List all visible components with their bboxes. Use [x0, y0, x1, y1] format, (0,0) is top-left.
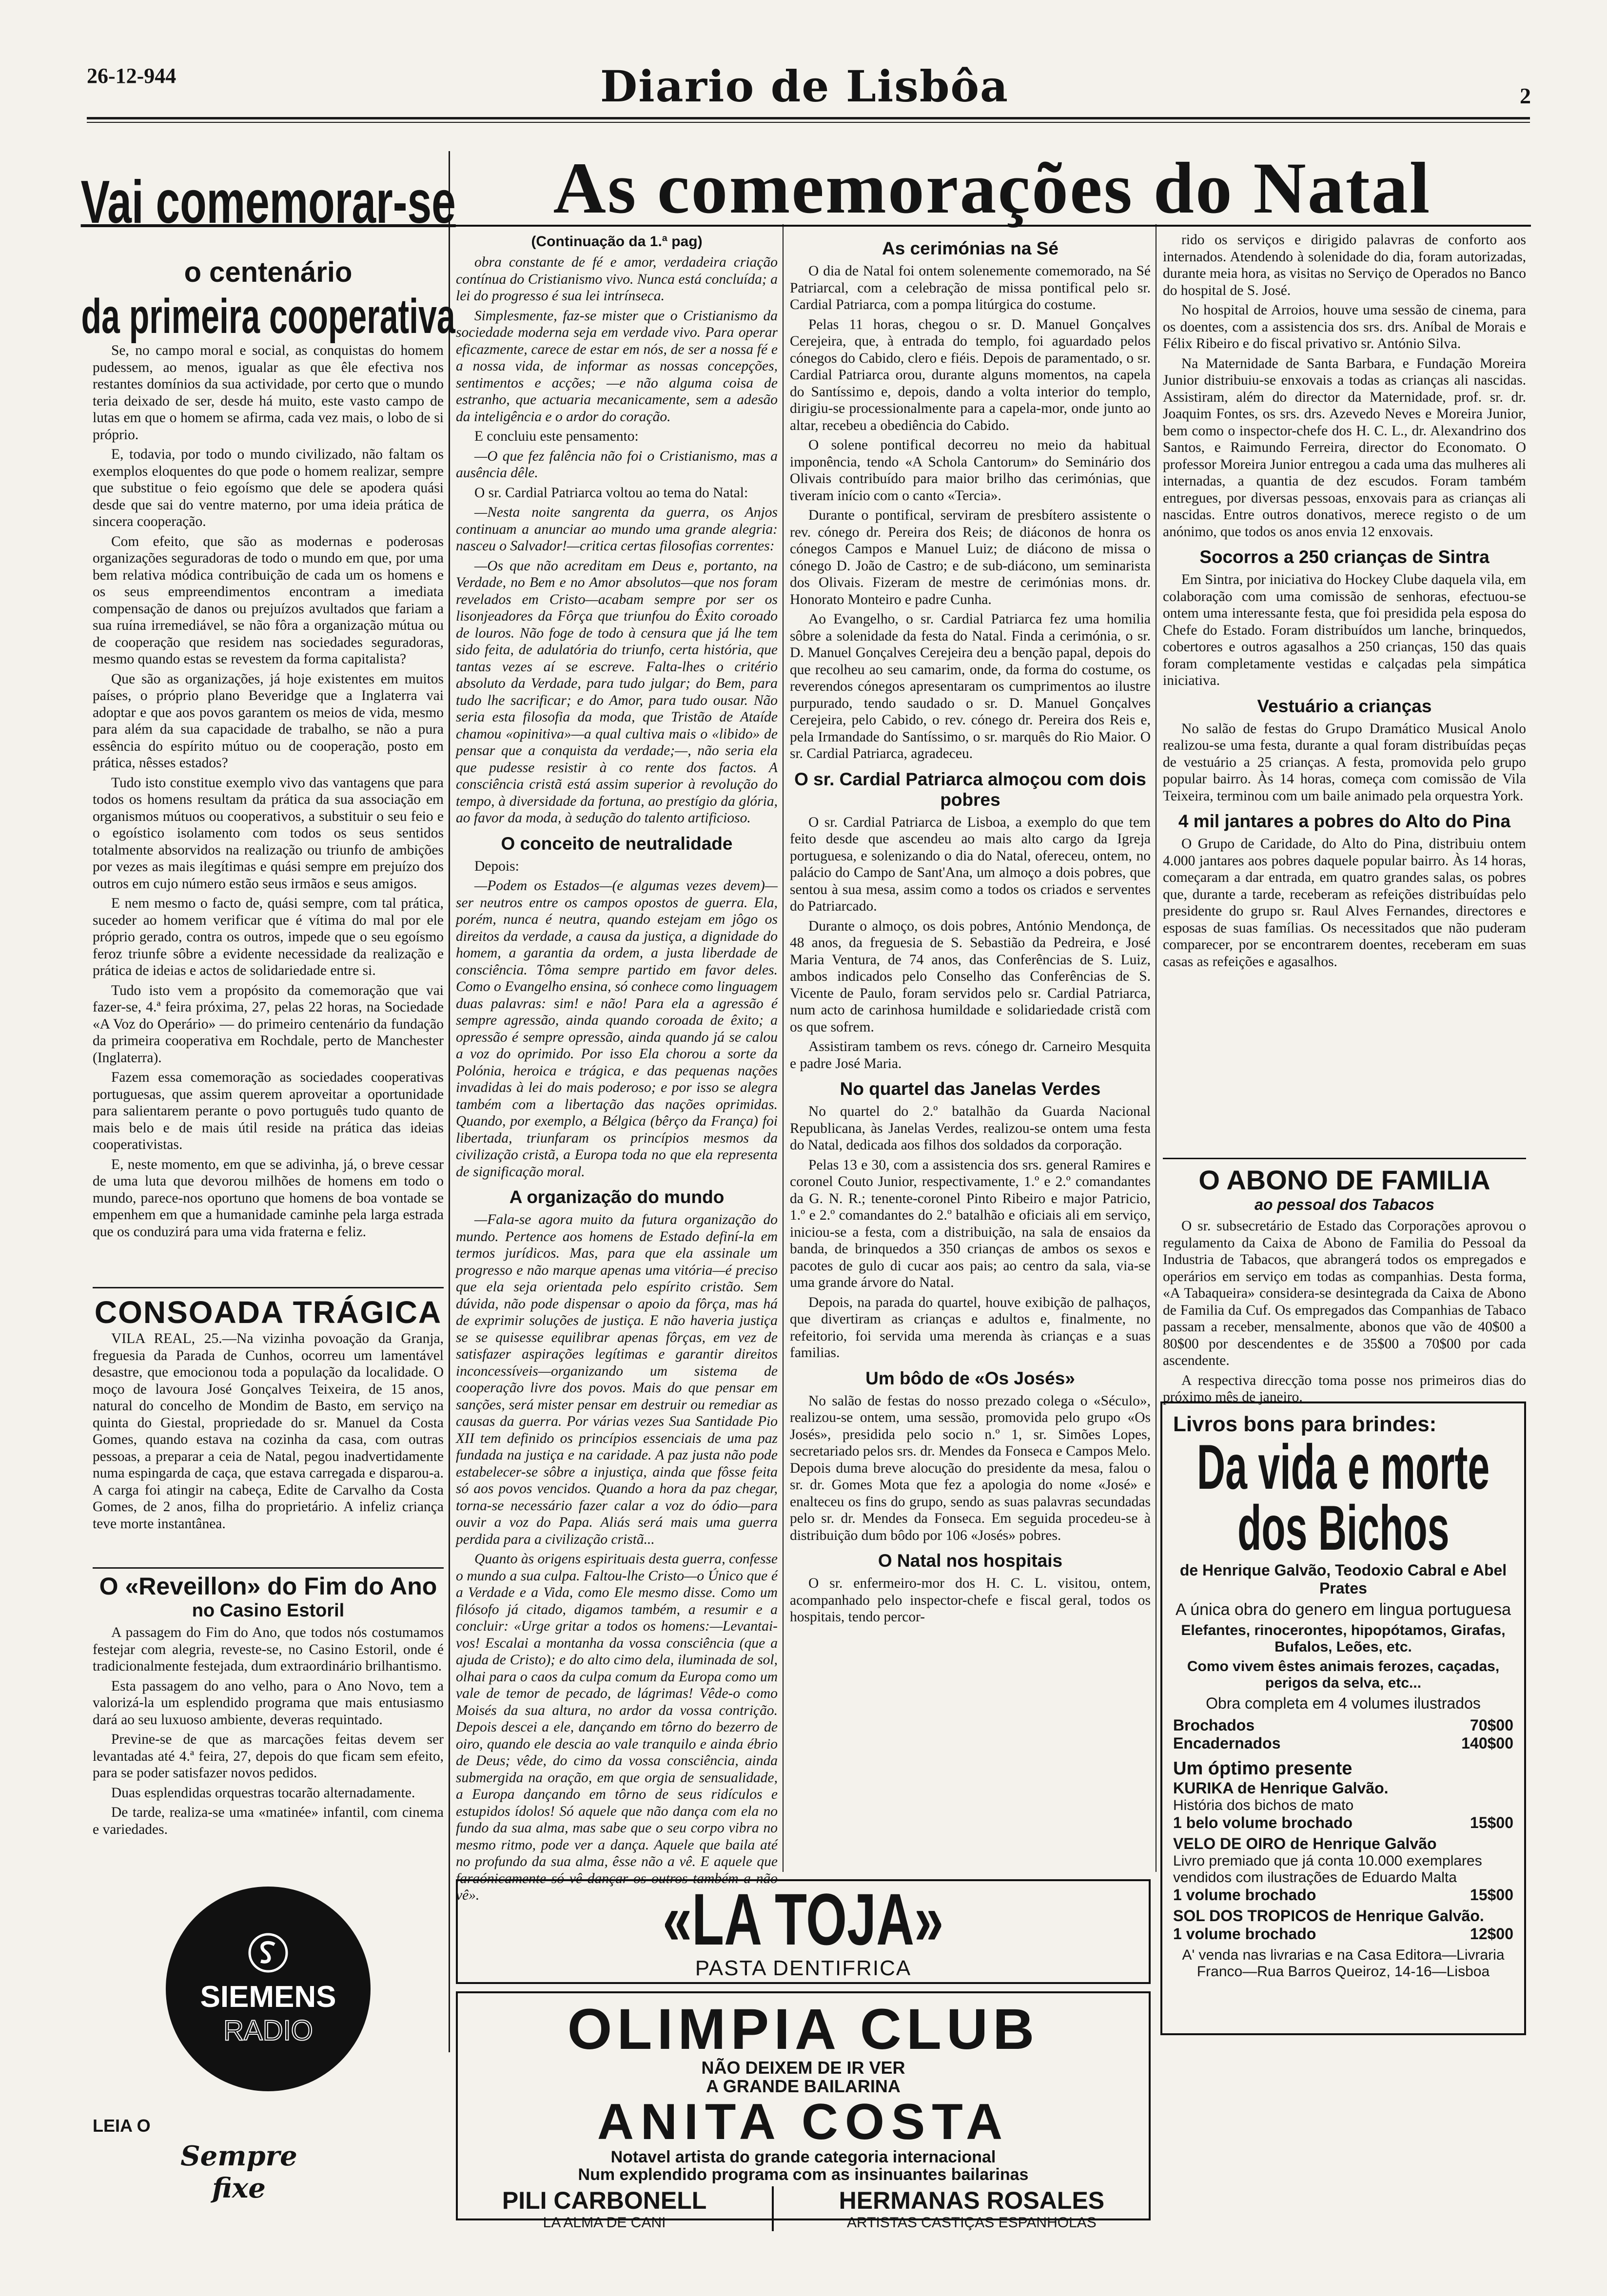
siemens-radio-logo [166, 1887, 371, 2091]
paragraph: Que são as organizações, já hoje existentes em muitos países, o próprio plano Beveridge que a Inglaterra vai adoptar e que aos povos garantem os meios de vida, mesmo para além da sua capacidade de trabalho, se não a pura essência do espírito mútuo ou de cooperação, posto em prática, nêsses estados? [93, 671, 444, 771]
reveillon-subtitle: no Casino Estoril [192, 1600, 345, 1621]
natal-column-1 [456, 232, 778, 1903]
sales-info: A' venda nas livrarias e na Casa Editora—Livraria Franco—Rua Barros Queiroz, 14-16—Lisboa [1182, 1947, 1505, 1980]
paragraph: Ao Evangelho, o sr. Cardial Patriarca fez uma homilia sôbre a solenidade da festa do Natal. Finda a cerimónia, o sr. D. Manuel Gonçalves Cerejeira deu a benção papal, depois do que recolheu ao seu camarim, onde, da forma do costume, os reverendos cónegos apresentaram os cumprimentos ao ilustre purpurado, tendo saudado o sr. D. Manuel Gonçalves Cerejeira, pelo Cabido, o rev. cónego dr. Pereira dos Reis e, pela Irmandade do Santíssimo, o sr. marquês do Rio Maior. O sr. Cardial Patriarca, agradeceu. [790, 611, 1151, 761]
price-label: Encadernados [1173, 1734, 1281, 1752]
abono-article [1163, 1158, 1526, 1405]
issue-date: 26-12-944 [87, 64, 176, 88]
paragraph: VILA REAL, 25.—Na vizinha povoação da Granja, freguesia da Parada de Cunhos, ocorreu um lamentável desastre, que emocionou toda a população da localidade. O moço de lavoura José Gonçalves Teixeira, de 15 anos, natural do concelho de Mondim de Basto, em serviço na quinta do Giestal, propriedade do sr. Manuel da Costa Gomes, quando estava na cozinha da casa, com outras pessoas, a preparar a ceia de Natal, pegou inadvertidamente numa espingarda de caça, que estava carregada e disparou-a. A carga foi atingir na cabeça, Edite de Carvalho da Costa Gomes, de 2 anos, filha do proprietário. A infeliz criança teve morte instantânea. [93, 1331, 444, 1532]
natal-column-2 [790, 232, 1151, 1879]
price-label: 1 belo volume brochado [1173, 1814, 1353, 1831]
masthead-rule [87, 117, 1530, 119]
paragraph: Simplesmente, faz-se mister que o Cristianismo da sociedade moderna seja em verdade vivo. Para operar eficazmente, carece de estar em nós, de ser a nossa fé e a nossa vida, de informar as nossas concepções, sentimentos e acções; —e não alguma coisa de estranho, que actuaria mecanicamente, sem a adesão da inteligência e o ardor do coração. [456, 308, 778, 425]
promo-line-1: NÃO DEIXEM DE IR VER [701, 2058, 905, 2078]
paragraph: Se, no campo moral e social, as conquistas do homem pudessem, ao menos, igualar as que êle efectiva nos restantes domínios da sua actividade, por certo que o mundo teria deixado de ser, desde há muito, este vasto campo de lutas em que o homem se afirma, cada vez mais, o lobo de si próprio. [93, 343, 444, 443]
paragraph: rido os serviços e dirigido palavras de conforto aos internados. Atendendo à solenidade do dia, foram autorizadas, durante meia hora, as visitas no Serviço de Operados no Banco do hospital de S. José. [1163, 232, 1526, 298]
paragraph: No quartel do 2.º batalhão da Guarda Nacional Republicana, às Janelas Verdes, realizou-se ontem uma festa do Natal, dedicada aos filhos dos soldados da corporação. [790, 1104, 1151, 1153]
abono-title: O ABONO DE FAMILIA [1198, 1165, 1490, 1195]
section-rule [93, 1567, 444, 1569]
performer-sub: LA ALMA DE CANI [543, 2215, 666, 2231]
paragraph: Esta passagem do ano velho, para o Ano Novo, tem a valorizá-la um esplendido programa que mais entusiasmo dará ao seu luxuoso ambiente, deveras requintado. [93, 1678, 444, 1728]
paragraph: O sr. Cardial Patriarca voltou ao tema do Natal: [474, 485, 748, 501]
paragraph: Tudo isto vem a propósito da comemoração que vai fazer-se, 4.ª feira próxima, 27, pelas 22 horas, na Sociedade «A Voz do Operário» — do primeiro centenário da fundação da primeira cooperativa em Rochdale, perto de Manchester (Inglaterra). [93, 982, 444, 1066]
star-performer: ANITA COSTA [597, 2094, 1010, 2150]
section-heading: Socorros a 250 crianças de Sintra [1199, 547, 1489, 567]
column-separator [783, 224, 784, 1872]
paragraph: —Os que não acreditam em Deus e, portanto, na Verdade, no Bem e no Amor absolutos—que nos foram revelados em Cristo—acabam sempre por ser os lisonjeadores da Fôrça que triunfou do Êxito coroado de louros. Não foge de todo à censura que já lhe tem sido feita, de adulatória do triunfo, certa história, que tantas vezes aí se escreve. Falta-lhes o critério absoluto da Verdade, para tudo julgar; do Bem, para tudo lhe sacrificar; e do Amor, para tudo ousar. Não seria esta filosofia da moda, que Tristão de Ataíde chamou «opinitiva»—a qual cultiva mais o «libido» de pensar que a conquista da verdade;—, não seria ela que pudesse resistir à co rente dos factos. A consciência cristã está assim superior à revolução do tempo, à diversidade da fortuna, ao prestígio da glória, ao favor da moda, à sedução do talento artificioso. [456, 558, 778, 826]
paragraph: O sr. Cardial Patriarca de Lisboa, a exemplo do que tem feito desde que ascendeu ao mais alto cargo da Igreja portuguesa, e solenizando o dia do Natal, ofereceu, ontem, no palácio do Campo de Sant'Ana, um almoço a dois pobres, que sentou à sua mesa, assim como a todos os criados e serventes do Patriarcado. [790, 814, 1151, 914]
price-value: 15$00 [1470, 1814, 1513, 1831]
kurika-desc: História dos bichos de mato [1173, 1797, 1354, 1813]
paragraph: E nem mesmo o facto de, quási sempre, com tal prática, suceder ao homem verificar que é vítima do mal por ele próprio gerado, contra os outros, impede que o seu egoísmo feroz triunfe sôbre a evidente necessidade da realização e prática de ideias e actos de solidariedade entre si. [93, 895, 444, 978]
books-intro: Livros bons para brindes: [1173, 1412, 1437, 1436]
paragraph: Durante o pontifical, serviram de presbítero assistente o rev. cónego dr. Pereira dos Reis; de diáconos de honra os cónegos Campos e Manuel Luiz; de diácono de missa o cónego D. João de Castro; e de sub-diácono, um seminarista dos Olivais. Fizeram de mestre de cerimónias mons. dr. Honorato Monteiro e padre Cunha. [790, 507, 1151, 607]
book-authors: de Henrique Galvão, Teodoxio Cabral e Abel Prates [1179, 1561, 1507, 1597]
masthead-rule-thin [87, 122, 1530, 123]
siemens-product: RADIO [223, 2015, 313, 2046]
section-rule [93, 1287, 444, 1288]
price-label: 1 volume brochado [1173, 1886, 1316, 1904]
paragraph: obra constante de fé e amor, verdadeira criação contínua do Cristianismo vivo. Nunca está concluída; a lei do progresso é sua lei intrínseca. [456, 254, 778, 304]
cooperative-article [80, 154, 456, 1284]
natal-column-3 [1163, 232, 1526, 1158]
paragraph: E, neste momento, em que se adivinha, já, o breve cessar de uma luta que devorou milhões de homens em todo o mundo, parece-nos oportuno que homens de boa vontade se empenhem em que a humanidade caminhe pela larga estrada que os conduzirá para uma vida fraterna e feliz. [93, 1156, 444, 1240]
reveillon-title: O «Reveillon» do Fim do Ano [99, 1573, 437, 1600]
paragraph: O sr. enfermeiro-mor dos H. C. L. visitou, ontem, acompanhado pelo inspector-chefe e fiscal geral, todos os hospitais, tendo percor- [790, 1576, 1151, 1625]
paragraph: —O que fez falência não foi o Cristianismo, mas a ausência dêle. [456, 448, 778, 481]
paragraph: O solene pontifical decorreu no meio da habitual imponência, tendo «A Schola Cantorum» do Seminário dos Olivais contribuído para maior brilho das cerimónias, que tiveram início com o canto «Tercia». [790, 437, 1151, 504]
performer-left [502, 2186, 706, 2231]
consoada-article [93, 1294, 444, 1567]
paragraph: E concluiu este pensamento: [474, 428, 639, 444]
siemens-brand: SIEMENS [200, 1980, 336, 2014]
price-value: 12$00 [1470, 1925, 1513, 1943]
page-number: 2 [1520, 83, 1531, 108]
article-body [93, 342, 444, 1240]
abono-subtitle: ao pessoal dos Tabacos [1254, 1196, 1434, 1213]
paragraph: Durante o almoço, os dois pobres, António Mendonça, de 48 anos, da freguesia de S. Sebastião da Pedreira, e José Maria Ventura, de 74 anos, das Conferências de S. Luiz, ambos indicados pelo Conselho das Conferências de S. Vicente de Paulo, foram servidos pelo sr. Cardial Patriarca, num acto de carinhosa humildade e solidariedade cristã com os que sofrem. [790, 918, 1151, 1035]
latoja-product: PASTA DENTIFRICA [695, 1956, 912, 1980]
price-row [1173, 1814, 1513, 1832]
paragraph: E, todavia, por todo o mundo civilizado, não faltam os exemplos eloquentes do que pode o homem realizar, sempre que substitue o feio egoísmo que dele se apodera quási desde que sai do ventre materno, por uma ideia prática de sincera cooperação. [93, 447, 444, 529]
paragraph: Depois: [474, 858, 519, 874]
price-label: Brochados [1173, 1716, 1255, 1734]
gift-line: Um óptimo presente [1173, 1758, 1352, 1779]
promo-line-2: A GRANDE BAILARINA [706, 2076, 901, 2096]
price-label: 1 volume brochado [1173, 1925, 1316, 1943]
section-heading: 4 mil jantares a pobres do Alto do Pina [1178, 811, 1511, 831]
column-separator [449, 151, 450, 2052]
paragraph: Pelas 11 horas, chegou o sr. D. Manuel Gonçalves Cerejeira, que, à entrada do templo, foi aguardado pelos cónegos do Cabido, clero e fiéis. Depois de paramentado, o sr. Cardial Patriarca orou, durante alguns momentos, na capela do Santíssimo e, depois, dando a volta interior do templo, dirigiu-se processionalmente para a capela-mor, onde junto ao altar, recebeu a obediência do Cabido. [790, 316, 1151, 433]
promo-line-4: Num explendido programa com as insinuantes bailarinas [578, 2165, 1029, 2184]
price-row [1173, 1925, 1513, 1943]
paragraph: Tudo isto constitue exemplo vivo das vantagens que para todos os homens resultam da prática da sua associação em organismos mútuos ou cooperativos, a substituir o seu feio e o egoístico isolamento com todos os seus sentidos totalmente absorvidos na realização ou triunfo de ambições por vezes as mais ilegítimas e quási sempre em prejuízo dos outros em cujo número estão seus irmãos e seus amigos. [93, 775, 444, 892]
paragraph: —Fala-se agora muito da futura organização do mundo. Pertence aos homens de Estado definí-la em termos jurídicos. Mas, para que ela assinale um progresso e não marque apenas uma vitória—é preciso que ela seja orientada pelo espírito cristão. Sem dúvida, não pode dispensar o apoio da fôrça, mas há de exprimir soluções de justiça. E não haveria justiça se se quisesse equilibrar apenas fôrças, em vez de satisfazer aspirações legítimas e garantir direitos inconcessíveis—organizando um sistema de cooperação livre dos povos. Mais do que pensar em sanções, será mister pensar em destruir ou remediar as causas da guerra. Por várias vezes Sua Santidade Pio XII tem definido os princípios essenciais de uma paz fundada na justiça e na caridade. A paz justa não pode estabelecer-se sôbre a injustiça, ainda que fôsse feita só aos povos vencidos. Quando a hora da paz chegar, torna-se necessário fazer calar a voz do ódio—para ouvir a voz do Papa. Aliás será mais uma guerra perdida para a civilização cristã... [456, 1212, 778, 1547]
paragraph: Pelas 13 e 30, com a assistencia dos srs. general Ramires e coronel Couto Junior, respectivamente, 1.º e 2.º comandantes da G. N. R.; tenente-coronel Pinto Ribeiro e major Patricio, 1.º e 2.º comandantes do 2.º batalhão e oficiais ali em serviço, iniciou-se a festa, com a distribuição, na sala de ensaios da banda, de brinquedos a 350 crianças de ambos os sexos e pacotes de gulo di cucar aos pais; ao centro da sala, via-se uma grande árvore do Natal. [790, 1157, 1151, 1290]
latoja-advertisement [456, 1879, 1151, 1984]
paragraph: No salão de festas do Grupo Dramático Musical Anolo realizou-se uma festa, durante a qual foram distribuídas peças de vestuário a 25 crianças. A festa, promovida pelo grupo popular bairro. Às 14 horas, começa com comissão de Vila Teixeira, terminou com um baile animado pela orquestra York. [1163, 720, 1526, 804]
paragraph: Previne-se de que as marcações feitas devem ser levantadas até 4.ª feira, 27, depois do que ficam sem efeito, para se poder satisfazer novos pedidos. [93, 1732, 444, 1781]
book-promise: Como vivem êstes animais ferozes, caçadas, perigos da selva, etc... [1187, 1658, 1500, 1691]
book-tagline: A única obra do genero em lingua portuguesa [1175, 1600, 1511, 1619]
latoja-brand: «LA TOJA» [663, 1878, 944, 1960]
book-title-line-2: dos Bichos [1237, 1492, 1450, 1563]
price-row [1173, 1886, 1513, 1904]
performers-row [470, 2186, 1137, 2231]
price-value: 70$00 [1470, 1716, 1513, 1734]
newspaper-title: Diario de Lisbôa [600, 61, 1009, 112]
article-kicker: Vai comemorar-se [80, 169, 456, 236]
sol-title: SOL DOS TROPICOS de Henrique Galvão. [1173, 1907, 1484, 1925]
performer-name: HERMANAS ROSALES [839, 2187, 1105, 2214]
paragraph: Duas esplendidas orquestras tocarão alternadamente. [111, 1785, 415, 1801]
section-heading: O sr. Cardial Patriarca almoçou com dois pobres [794, 769, 1146, 810]
section-heading: O Natal nos hospitais [878, 1551, 1063, 1571]
price-row [1173, 1716, 1513, 1734]
velo-desc: Livro premiado que já conta 10.000 exemplares vendidos com ilustrações de Eduardo Malta [1173, 1853, 1482, 1886]
section-heading: No quartel das Janelas Verdes [840, 1079, 1101, 1099]
books-advertisement [1160, 1401, 1526, 2035]
club-name: OLIMPIA CLUB [567, 1997, 1039, 2062]
paragraph: O sr. subsecretário de Estado das Corporações aprovou o regulamento da Caixa de Abono de Familia do Pessoal da Industria de Tabacos, que abrangerá todos os empregados e operários em serviço em todas as companhias. Desta forma, «A Tabaqueira» considera-se desintegrada da Caixa de Abono de Familia da Cuf. Os empregados das Companhias de Tabaco passam a receber, mensalmente, abonos que vão de 40$00 a 80$00 por descendentes e de 35$00 a 70$00 por cada ascendente. [1163, 1218, 1526, 1368]
book-title-line-1: Da vida e morte [1196, 1431, 1490, 1502]
section-heading: As cerimónias na Sé [882, 238, 1058, 258]
price-row [1173, 1734, 1513, 1752]
section-heading: Vestuário a crianças [1257, 696, 1432, 716]
paragraph: A passagem do Fim do Ano, que todos nós costumamos festejar com alegria, reveste-se, no Casino Estoril, onde é tradicionalmente festejada, dum extraordinário brilhantismo. [93, 1625, 444, 1674]
book-volumes: Obra completa em 4 volumes ilustrados [1206, 1694, 1481, 1712]
paragraph: O Grupo de Caridade, do Alto do Pina, distribuiu ontem 4.000 jantares aos pobres daquele popular bairro. Às 14 horas, começaram a dar entrada, em quatro grandes salas, os pobres que, durante a tarde, receberam as refeições distribuídas pelo presidente do grupo sr. Raul Alves Fernandes, directores e esposas de suas famílias. Os necessitados que não puderam comparecer, por se encontrarem doentes, receberam em suas casas as refeições e agasalhos. [1163, 836, 1526, 970]
price-value: 15$00 [1470, 1886, 1513, 1904]
article-subtitle: da primeira cooperativa [81, 289, 455, 344]
velo-title: VELO DE OIRO de Henrique Galvão [1173, 1835, 1437, 1852]
article-title: o centenário [184, 256, 353, 288]
price-value: 140$00 [1461, 1734, 1513, 1752]
main-headline: As comemorações do Natal [553, 147, 1431, 229]
paragraph: Depois, na parada do quartel, houve exibição de palhaços, que divertiram as crianças e adultos e, finalmente, no refeitorio, foi servida uma merenda às crianças e a suas familias. [790, 1294, 1151, 1361]
paragraph: O dia de Natal foi ontem solenemente comemorado, na Sé Patriarcal, com a celebração de missa pontifical pelo sr. Cardial Patriarca, com a pompa litúrgica do costume. [790, 263, 1151, 312]
main-headline-box [453, 147, 1531, 229]
paragraph: No hospital de Arroios, houve uma sessão de cinema, para os doentes, com a assistencia dos srs. drs. Aníbal de Morais e Félix Ribeiro e do fiscal privativo sr. António Silva. [1163, 302, 1526, 351]
paragraph: Assistiram tambem os revs. cónego dr. Carneiro Mesquita e padre José Maria. [790, 1039, 1151, 1071]
sempre-fixe-logo: Sempre fixe [180, 2140, 297, 2204]
reveillon-article [93, 1572, 444, 1874]
performer-sub: ARTISTAS CASTIÇAS ESPANHOLAS [846, 2215, 1097, 2231]
section-heading: A organização do mundo [509, 1187, 725, 1207]
performer-right [839, 2186, 1104, 2231]
siemens-emblem-icon [246, 1931, 290, 1975]
olimpia-club-advertisement [456, 1991, 1151, 2231]
paragraph: Quanto às origens espirituais desta guerra, confesse o mundo a sua culpa. Faltou-lhe Cristo—o Único que é a Verdade e a Vida, como Ele mesmo disse. Como um filósofo já citado, digamos também, a resumir e a concluir: «Urge gritar a todos os homens:—Levantai-vos! Escalai a montanha da vossa consciência (que a ajuda de Cristo); e do alto cimo dela, iluminada de sol, olhai para o caos da culpa comum da Europa como um vale de temor de pecado, de lágrimas! Vêde-o como Moisés da sua altura, no ardor da vossa contrição. Depois descei a ele, dançando em tôrno do bezerro de oiro, quando ele descia ao vale tranquilo e ainda ébrio de Deus; vêde, do cimo da vossa consciência, ainda submergida na oração, em que orgia de sensualidade, a Europa dançando em tôrno de seus ridículos e estupidos ídolos! Só aquele que não dança com ela no fundo da sua alma, mas sabe que o seu corpo vibra no mesmo ritmo, pode ver a dança. Aquele que baila até no profundo da sua alma, êsse não a vê. E aquele que faraónicamente só vê dançar os outros também a não vê». [456, 1551, 778, 1903]
continuation-note: (Continuação da 1.ª pag) [531, 233, 703, 250]
leia-label: LEIA O [93, 2116, 151, 2136]
paragraph: Fazem essa comemoração as sociedades cooperativas portuguesas, que assim querem aproveitar a oportunidade para salientarem perante o povo português tudo quanto de mais belo e de mais útil reside na prática das ideias cooperativistas. [93, 1070, 444, 1152]
kurika-title: KURIKA de Henrique Galvão. [1173, 1779, 1389, 1797]
book-animals: Elefantes, rinocerontes, hipopótamos, Girafas, Bufalos, Leões, etc. [1181, 1622, 1506, 1655]
section-heading: O conceito de neutralidade [501, 833, 733, 854]
paragraph: Em Sintra, por iniciativa do Hockey Clube daquela vila, em colaboração com uma comissão de senhoras, efectuou-se ontem uma interessante festa, que foi presidida pela esposa do Chefe do Estado. Foram distribuídos um lanche, brinquedos, cobertores e outros agasalhos a 250 crianças, 150 das quais foram completamente vestidas e calçadas pela simpática iniciativa. [1163, 572, 1526, 688]
paragraph: No salão de festas do nosso prezado colega o «Século», realizou-se ontem, uma sessão, promovida pelo grupo «Os Josés», presidida pelo socio n.º 1, sr. Simões Lopes, secretariado pelos srs. dr. Mendes da Fonseca e Campos Melo. Depois duma breve alocução do presidente da mesa, falou o sr. dr. Gomes Mota que fez a apologia do nome «José» e enalteceu os fins do grupo, sendo as suas palavras secundadas pelo sr. dr. Mendes da Fonseca. Em seguida procedeu-se à distribuição dum bôdo por 106 «Josés» pobres. [790, 1393, 1151, 1543]
paragraph: De tarde, realiza-se uma «matinée» infantil, com cinema e variedades. [93, 1805, 444, 1837]
paragraph: Com efeito, que são as modernas e poderosas organizações seguradoras de todo o mundo em que, por uma bem relativa módica contribuição de cada um os homens e os seus empreendimentos encontram a imediata compensação de danos ou prejuízos avultados que fariam a sua ruína irremediável, se não fôra a organização mútua ou de cooperação que residem nas sociedades seguradoras, mesmo quando estas se revestem da forma capitalista? [93, 533, 444, 667]
consoada-title: CONSOADA TRÁGICA [94, 1295, 442, 1330]
performers-divider [772, 2186, 774, 2231]
promo-line-3: Notavel artista do grande categoria internacional [610, 2148, 996, 2166]
paragraph: —Podem os Estados—(e algumas vezes devem)—ser neutros entre os campos opostos de guerra. Ela, porém, nunca é neutra, quando estejam em jôgo os direitos da verdade, a causa da justiça, a dignidade do homem, a garantia da ordem, a justa liberdade de consciência. Tôma sempre partido em favor deles. Como o Evangelho ensina, só conhece como linguagem duas palavras: sim! e não! Para ela a agressão é sempre agressão, ainda quando coroada de êxito; a opressão é sempre opressão, ainda quando já se calou a voz do oprimido. Por isso Ela chorou a sorte da Polónia, heroica e trágica, e das pequenas nações invadidas à lei do mais poderoso; e por isso se alegra também com a libertação das nações oprimidas. Quando, por exemplo, a Bélgica (bêrço da França) foi libertada, triunfaram os princípios mesmos da civilização cristã, a Europa toda no que ela representa de significação moral. [456, 878, 778, 1180]
paragraph: Na Maternidade de Santa Barbara, e Fundação Moreira Junior distribuiu-se enxovais a todas as crianças ali nascidas. Assistiram, além do director da Maternidade, prof. sr. dr. Joaquim Fontes, os srs. drs. Azevedo Neves e Moreira Junior, bem como o inspector-chefe dos H. C. L., dr. Alexandrino dos Santos, e Raimundo Ferreira, director do Economato. O professor Moreira Junior entregou a cada uma das mulheres ali internadas, a quantia de dez escudos. Foram também entregues, por diversas pessoas, enxovais para as crianças ali nascidas. Entre outros donativos, merece registo o de um anónimo, que todos os anos envia 12 enxovais. [1163, 355, 1526, 540]
performer-name: PILI CARBONELL [502, 2187, 707, 2214]
paragraph: —Nesta noite sangrenta da guerra, os Anjos continuam a anunciar ao mundo uma grande alegria: nasceu o Salvador!—critica certas filosofias correntes: [456, 505, 778, 554]
section-heading: Um bôdo de «Os Josés» [865, 1368, 1075, 1388]
paragraph: A respectiva direcção toma posse nos primeiros dias do próximo mês de janeiro. [1163, 1372, 1526, 1405]
